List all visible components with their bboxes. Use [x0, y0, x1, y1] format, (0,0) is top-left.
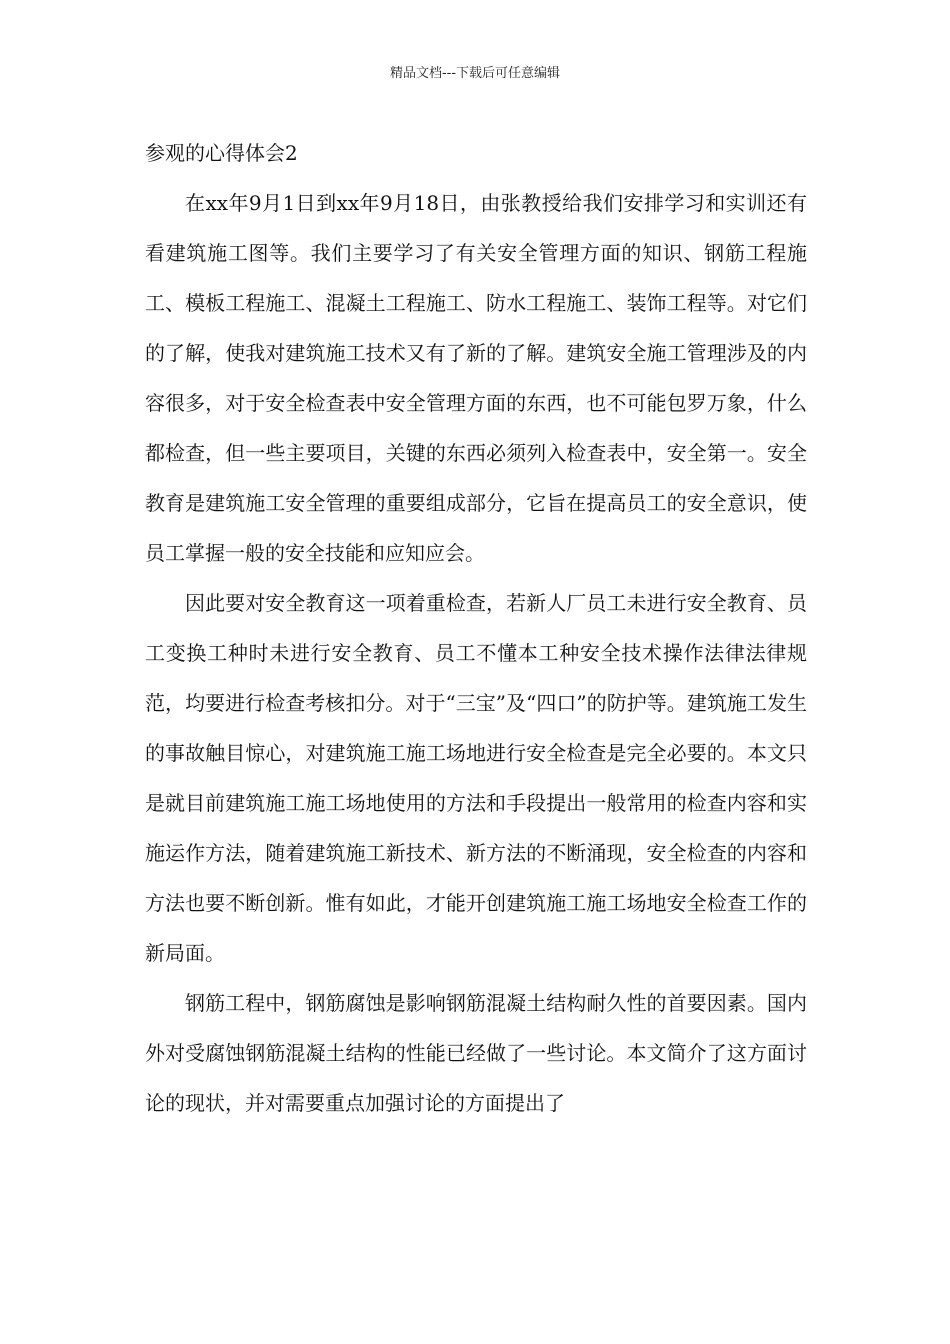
page-header: 精品文档---下载后可任意编辑 — [389, 66, 561, 81]
document-body — [145, 128, 807, 1128]
document-title: 参观的心得体会2 — [145, 141, 298, 165]
paragraph-1: 在xx年9月1日到xx年9月18日，由张教授给我们安排学习和实训还有看建筑施工图等。我们主要学习了有关安全管理方面的知识、钢筋工程施工、模板工程施工、混凝土工程施工、防水工程施工、装饰工程等。对它们的了解，使我对建筑施工技术又有了新的了解。建筑安全施工管理涉及的内容很多，对于安全检查表中安全管理方面的东西，也不可能包罗万象，什么都检查，但一些主要项目，关键的东西必须列入检查表中，安全第一。安全教育是建筑施工安全管理的重要组成部分，它旨在提高员工的安全意识，使员工掌握一般的安全技能和应知应会。 — [145, 191, 807, 565]
paragraph-2: 因此要对安全教育这一项着重检查，若新人厂员工未进行安全教育、员工变换工种时未进行安全教育、员工不懂本工种安全技术操作法律法律规范，均要进行检查考核扣分。对于“三宝”及“四口”的防护等。建筑施工发生的事故触目惊心，对建筑施工施工场地进行安全检查是完全必要的。本文只是就目前建筑施工施工场地使用的方法和手段提出一般常用的检查内容和实施运作方法，随着建筑施工新技术、新方法的不断涌现，安全检查的内容和方法也要不断创新。惟有如此，才能开创建筑施工施工场地安全检查工作的新局面。 — [145, 591, 807, 965]
paragraph-3: 钢筋工程中，钢筋腐蚀是影响钢筋混凝土结构耐久性的首要因素。国内外对受腐蚀钢筋混凝土结构的性能已经做了一些讨论。本文简介了这方面讨论的现状，并对需要重点加强讨论的方面提出了 — [145, 991, 807, 1115]
